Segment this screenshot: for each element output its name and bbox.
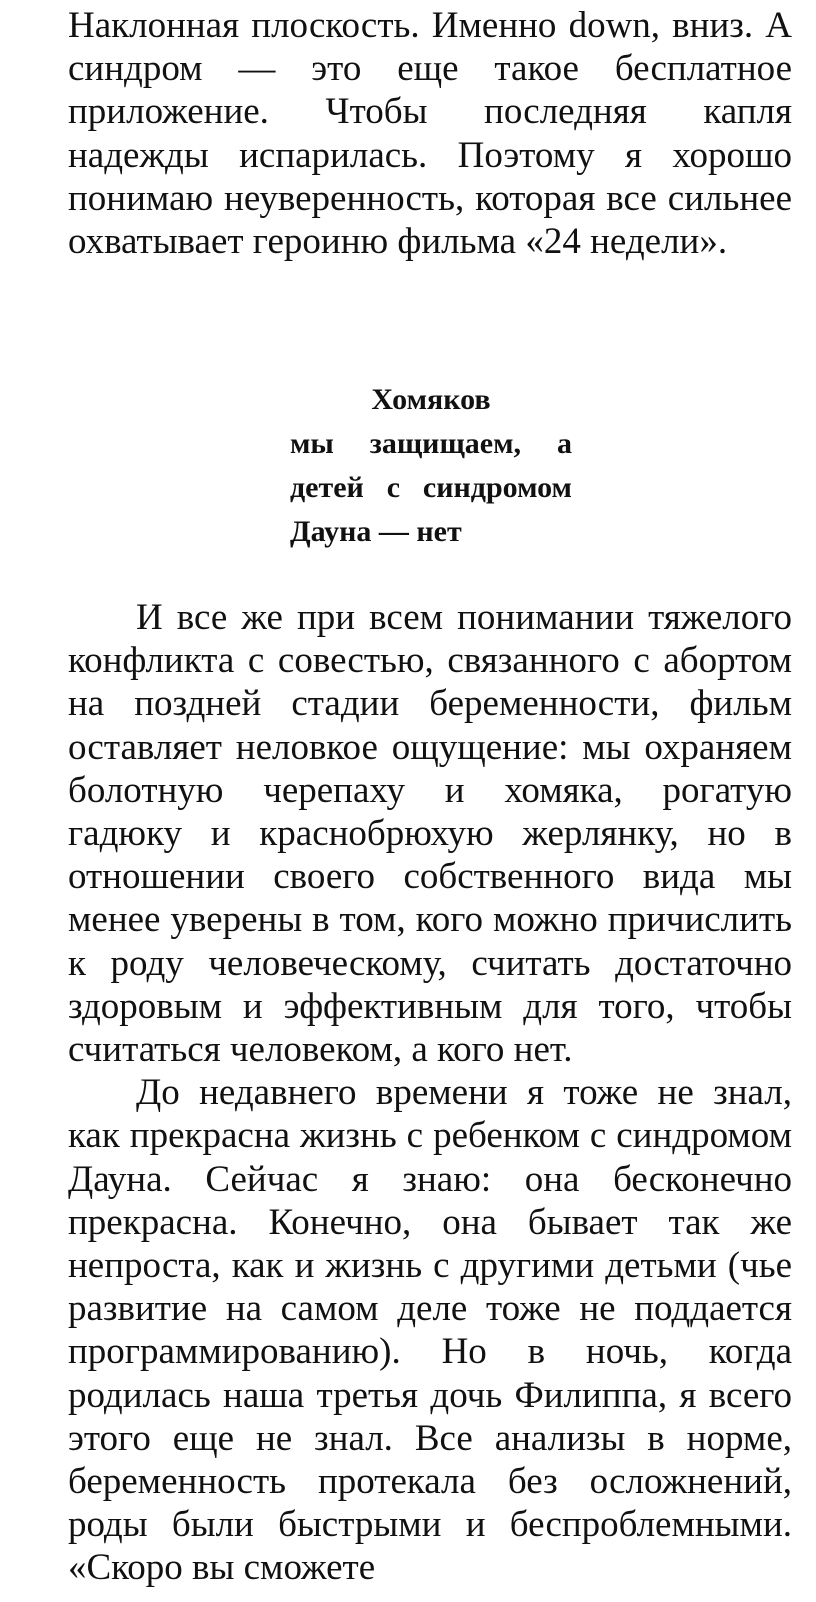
section-heading-rest: мы защищаем, а детей с синдромом Дауна — нет — [290, 427, 572, 548]
paragraph-top: Наклонная плоскость. Именно down, вниз. А синдром — это еще такое бесплатное приложение. Чтобы последняя капля надежды испарилась. Поэтому я хорошо понимаю неуверенность, которая все сильнее охватывает героиню фильма «24 недели». — [68, 5, 792, 263]
body-text — [68, 596, 792, 1590]
section-heading — [290, 378, 572, 554]
paragraph-2: До недавнего времени я тоже не знал, как прекрасна жизнь с ребенком с синдромом Дауна. Сейчас я знаю: она бесконечно прекрасна. Конечно, она бывает так же непроста, как и жизнь с другими детьми (чье развитие на самом деле тоже не поддается программированию). Но в ночь, когда родилась наша третья дочь Филиппа, я всего этого еще не знал. Все анализы в норме, беременность протекала без осложнений, роды были быстрыми и беспроблемными. «Скоро вы сможете — [68, 1072, 792, 1589]
document-page — [68, 0, 792, 1589]
section-heading-line1: Хомяков — [371, 383, 491, 416]
paragraph-1: И все же при всем понимании тяжелого конфликта с совестью, связанного с абортом на поздней стадии беременности, фильм оставляет неловкое ощущение: мы охраняем болотную черепаху и хомяка, рогатую гадюку и краснобрюхую жерлянку, но в отношении своего собственного вида мы менее уверены в том, кого можно причислить к роду человеческому, считать достаточно здоровым и эффективным для того, чтобы считаться человеком, а кого нет. — [68, 597, 792, 1071]
